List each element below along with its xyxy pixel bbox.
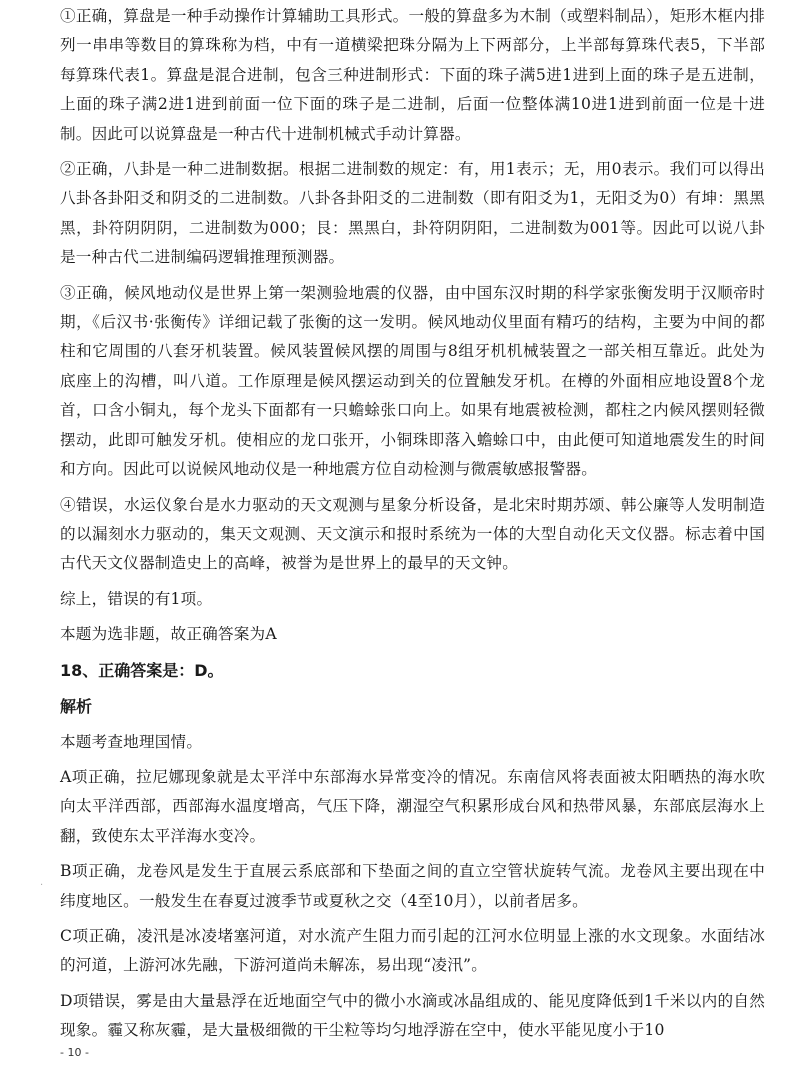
page-number: - 10 - — [60, 1046, 89, 1059]
answer-line: 本题为选非题，故正确答案为A — [60, 625, 277, 644]
q18-option-b: B项正确，龙卷风是发生于直展云系底部和下垫面之间的直立空管状旋转气流。龙卷风主要出现在中纬度地区。一般发生在春夏过渡季节或夏秋之交（4至10月），以前者居多。 — [60, 862, 765, 910]
document-page — [60, 2, 765, 1052]
q18-intro: 本题考查地理国情。 — [60, 732, 203, 751]
paragraph-3: ③正确，候风地动仪是世界上第一架测验地震的仪器，由中国东汉时期的科学家张衡发明于汉顺帝时期，《后汉书·张衡传》详细记载了张衡的这一发明。候风地动仪里面有精巧的结构，主要为中间的都柱和它周围的八套牙机装置。候风装置候风摆的周围与8组牙机机械装置之一部关相互靠近。此处为底座上的沟槽，叫八道。工作原理是候风摆运动到关的位置触发牙机。在樽的外面相应地设置8个龙首，口含小铜丸，每个龙头下面都有一只蟾蜍张口向上。如果有地震被检测，都柱之内候风摆则轻微摆动，此即可触发牙机。使相应的龙口张开，小铜珠即落入蟾蜍口中，由此便可知道地震发生的时间和方向。因此可以说候风地动仪是一种地震方位自动检测与微震敏感报警器。 — [60, 283, 765, 479]
summary-line: 综上，错误的有1项。 — [60, 589, 213, 608]
analysis-heading: 解析 — [60, 696, 93, 716]
paragraph-4: ④错误，水运仪象台是水力驱动的天文观测与星象分析设备，是北宋时期苏颂、韩公廉等人发明制造的以漏刻水力驱动的，集天文观测、天文演示和报时系统为一体的大型自动化天文仪器。标志着中国古代天文仪器制造史上的高峰，被誉为是世界上的最早的天文钟。 — [60, 495, 765, 573]
paragraph-2: ②正确，八卦是一种二进制数据。根据二进制数的规定：有，用1表示；无，用0表示。我们可以得出八卦各卦阳爻和阴爻的二进制数。八卦各卦阳爻的二进制数（即有阳爻为1，无阳爻为0）有坤：黑黑黑，卦符阴阴阴，二进制数为000；艮：黑黑白，卦符阴阴阳，二进制数为001等。因此可以说八卦是一种古代二进制编码逻辑推理预测器。 — [60, 160, 765, 267]
paragraph-1: ①正确，算盘是一种手动操作计算辅助工具形式。一般的算盘多为木制（或塑料制品），矩形木框内排列一串串等数目的算珠称为档，中有一道横梁把珠分隔为上下两部分，上半部每算珠代表5，下半部每算珠代表1。算盘是混合进制，包含三种进制形式：下面的珠子满5进1进到上面的珠子是五进制，上面的珠子满2进1进到前面一位下面的珠子是二进制，后面一位整体满10进1进到前面一位是十进制。因此可以说算盘是一种古代十进制机械式手动计算器。 — [60, 7, 765, 143]
q18-option-a: A项正确，拉尼娜现象就是太平洋中东部海水异常变冷的情况。东南信风将表面被太阳晒热的海水吹向太平洋西部，西部海水温度增高，气压下降，潮湿空气积累形成台风和热带风暴，东部底层海水上翻，致使东太平洋海水变冷。 — [60, 767, 765, 845]
q18-option-c: C项正确，凌汛是冰凌堵塞河道，对水流产生阻力而引起的江河水位明显上涨的水文现象。水面结冰的河道，上游河冰先融，下游河道尚未解冻，易出现“凌汛”。 — [60, 926, 765, 975]
q18-option-d: D项错误，雾是由大量悬浮在近地面空气中的微小水滴或冰晶组成的、能见度降低到1千米以内的自然现象。霾又称灰霾，是大量极细微的干尘粒等均匀地浮游在空中，使水平能见度小于10 — [60, 991, 765, 1040]
scan-artifact-mark: · — [40, 880, 44, 891]
question-18-heading: 18、正确答案是：D。 — [60, 660, 224, 680]
